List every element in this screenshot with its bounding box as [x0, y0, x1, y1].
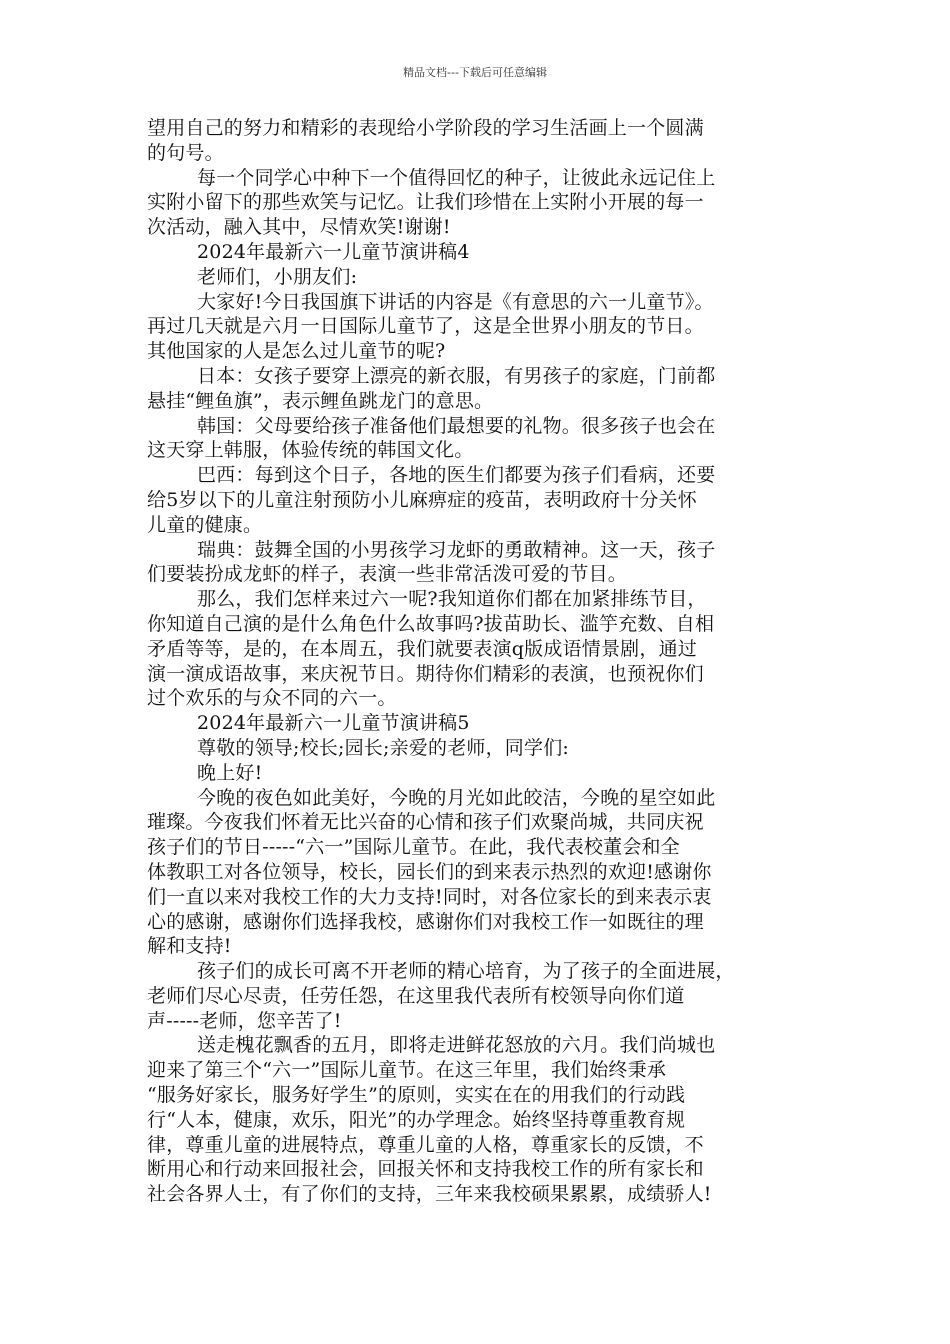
text-line: 实附小留下的那些欢笑与记忆。让我们珍惜在上实附小开展的每一	[147, 191, 704, 214]
text-line: 们一直以来对我校工作的大力支持!同时，对各位家长的到来表示衷	[147, 885, 712, 908]
text-line: 再过几天就是六月一日国际儿童节了，这是全世界小朋友的节日。	[147, 315, 704, 338]
text-line: 2024年最新六一儿童节演讲稿5	[197, 712, 470, 735]
text-line: 解和支持!	[147, 935, 232, 958]
text-line: 心的感谢，感谢你们选择我校，感谢你们对我校工作一如既往的理	[147, 910, 704, 933]
text-line: 过个欢乐的与众不同的六一。	[147, 687, 397, 710]
text-line: 其他国家的人是怎么过儿童节的呢?	[147, 340, 446, 363]
text-line: 社会各界人士，有了你们的支持，三年来我校硕果累累，成绩骄人!	[147, 1183, 712, 1206]
text-line: 孩子们的节日-----“六一”国际儿童节。在此，我代表校董会和全	[147, 836, 680, 859]
document-body	[147, 116, 822, 1207]
text-line: 大家好!今日我国旗下讲话的内容是《有意思的六一儿童节》。	[197, 290, 714, 313]
text-line: 们要装扮成龙虾的样子，表演一些非常活泼可爱的节目。	[147, 563, 628, 586]
text-line: 律，尊重儿童的进展特点，尊重儿童的人格，尊重家长的反馈，不	[147, 1133, 704, 1156]
text-line: 声-----老师，您辛苦了!	[147, 1009, 342, 1032]
text-line: 那么，我们怎样来过六一呢?我知道你们都在加紧排练节目，	[197, 588, 707, 611]
text-line: 行“人本，健康，欢乐，阳光”的办学理念。始终坚持尊重教育规	[147, 1108, 686, 1131]
text-line: 璀璨。今夜我们怀着无比兴奋的心情和孩子们欢聚尚城，共同庆祝	[147, 811, 704, 834]
text-line: 晚上好!	[197, 761, 263, 784]
text-line: 老师们，小朋友们:	[197, 265, 358, 288]
text-line: 尊敬的领导;校长;园长;亲爱的老师，同学们:	[197, 736, 570, 759]
text-line: 矛盾等等，是的，在本周五，我们就要表演q版成语情景剧，通过	[147, 637, 697, 660]
text-line: 次活动，融入其中，尽情欢笑!谢谢!	[147, 216, 451, 239]
text-line: 孩子们的成长可离不开老师的精心培育，为了孩子的全面进展，	[197, 960, 735, 983]
text-line: 这天穿上韩服，体验传统的韩国文化。	[147, 439, 474, 462]
text-line: 给5岁以下的儿童注射预防小儿麻痹症的疫苗，表明政府十分关怀	[147, 488, 697, 511]
text-line: 演一演成语故事，来庆祝节日。期待你们精彩的表演，也预祝你们	[147, 662, 704, 685]
speech-text	[147, 116, 822, 1207]
text-line: 体教职工对各位领导，校长，园长们的到来表示热烈的欢迎!感谢你	[147, 860, 712, 883]
text-line: 送走槐花飘香的五月，即将走进鲜花怒放的六月。我们尚城也	[197, 1034, 716, 1057]
text-line: 巴西：每到这个日子，各地的医生们都要为孩子们看病，还要	[197, 464, 716, 487]
text-line: 你知道自己演的是什么角色什么故事吗?拔苗助长、滥竽充数、自相	[147, 612, 715, 635]
text-line: 悬挂“鲤鱼旗”，表示鲤鱼跳龙门的意思。	[147, 389, 494, 412]
text-line: “服务好家长，服务好学生”的原则，实实在在的用我们的行动践	[147, 1084, 686, 1107]
text-line: 日本：女孩子要穿上漂亮的新衣服，有男孩子的家庭，门前都	[197, 364, 716, 387]
text-line: 的句号。	[147, 141, 224, 164]
text-line: 2024年最新六一儿童节演讲稿4	[197, 240, 470, 263]
text-line: 韩国：父母要给孩子准备他们最想要的礼物。很多孩子也会在	[197, 414, 716, 437]
text-line: 今晚的夜色如此美好，今晚的月光如此皎洁，今晚的星空如此	[197, 786, 716, 809]
page-header: 精品文档---下载后可任意编辑	[403, 66, 547, 79]
text-line: 每一个同学心中种下一个值得回忆的种子，让彼此永远记住上	[197, 166, 716, 189]
text-line: 瑞典：鼓舞全国的小男孩学习龙虾的勇敢精神。这一天，孩子	[197, 538, 716, 561]
text-line: 望用自己的努力和精彩的表现给小学阶段的学习生活画上一个圆满	[147, 117, 704, 139]
text-line: 儿童的健康。	[147, 513, 263, 536]
text-line: 迎来了第三个“六一”国际儿童节。在这三年里，我们始终秉承	[147, 1059, 667, 1082]
text-line: 断用心和行动来回报社会，回报关怀和支持我校工作的所有家长和	[147, 1158, 704, 1181]
text-line: 老师们尽心尽责，任劳任怨，在这里我代表所有校领导向你们道	[147, 984, 685, 1007]
